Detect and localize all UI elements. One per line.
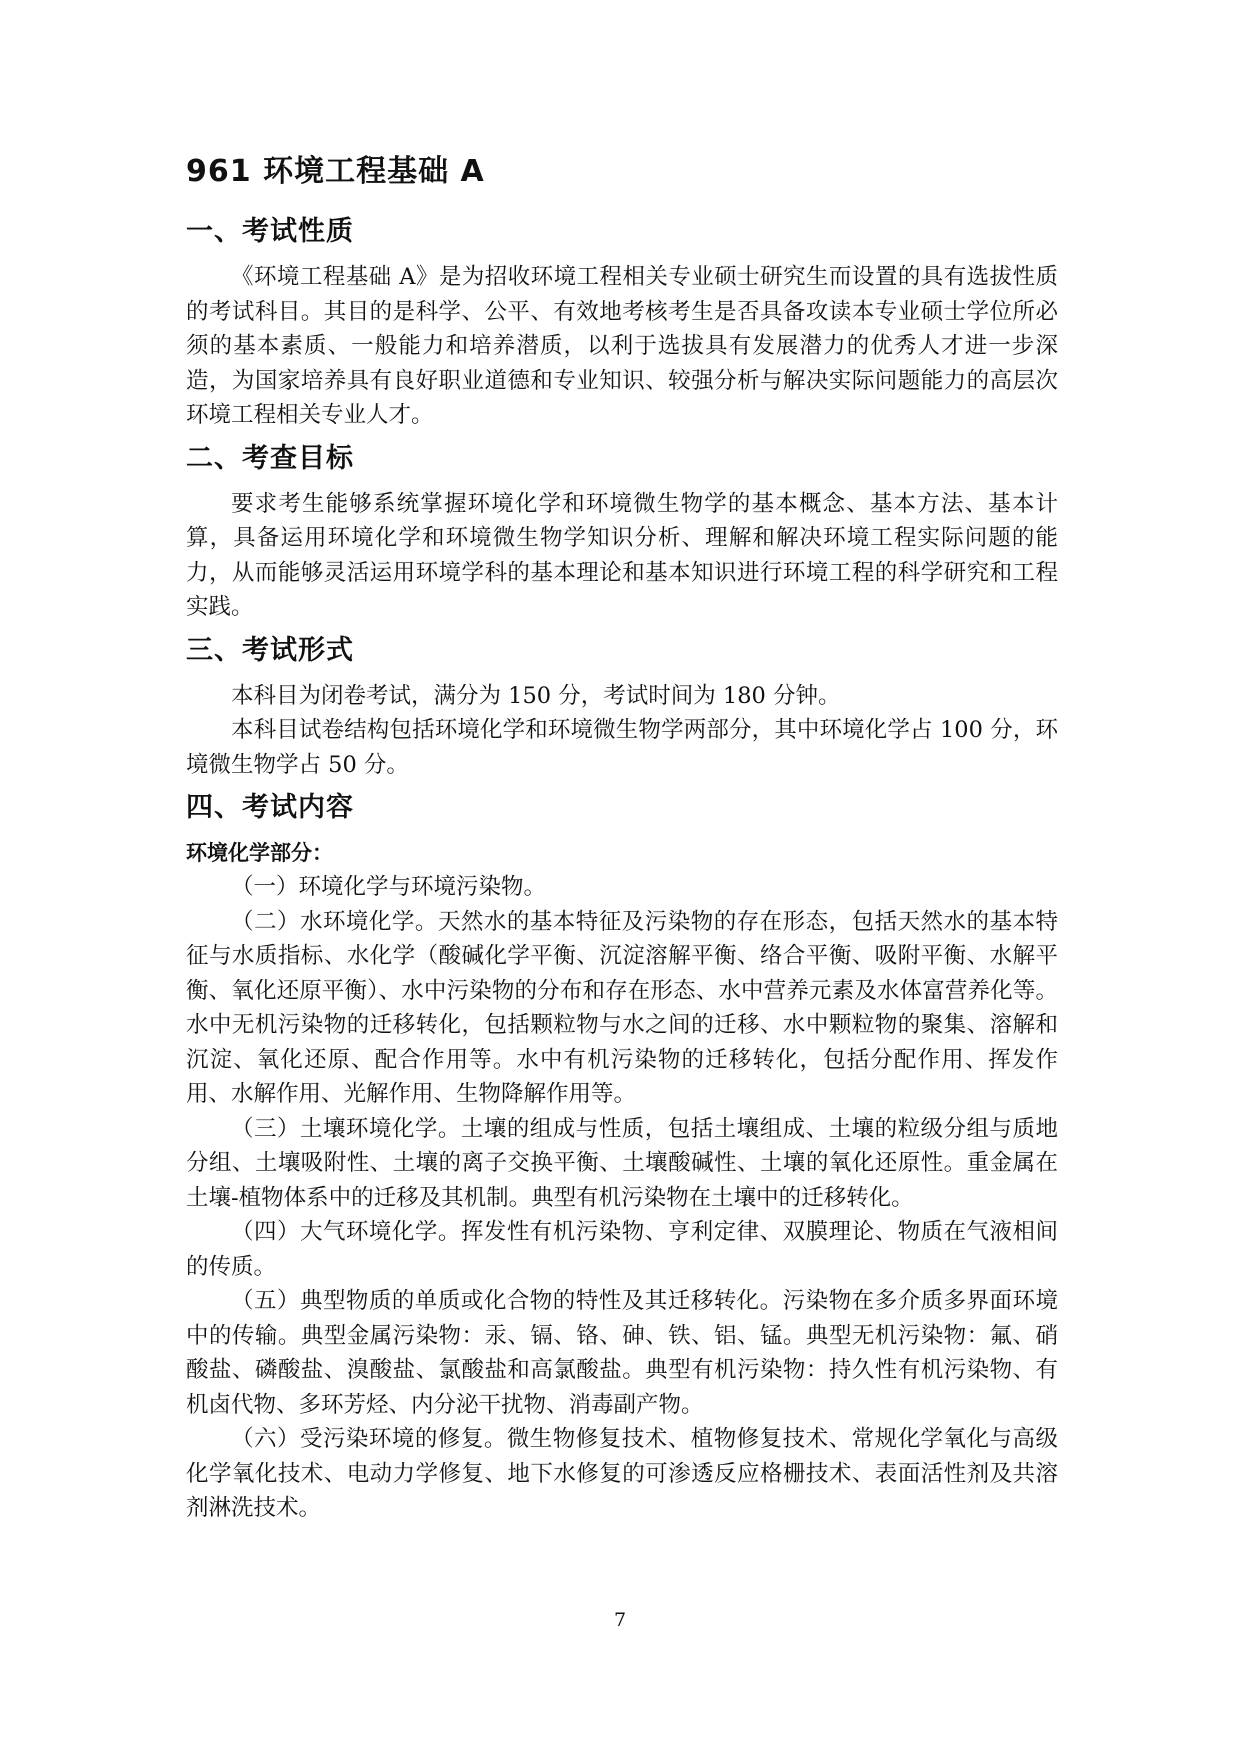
section-exam-content (186, 788, 1058, 1526)
section-heading: 一、考试性质 (186, 216, 354, 247)
section-heading: 四、考试内容 (186, 792, 354, 823)
document-page (186, 150, 1058, 1526)
section-exam-format (186, 631, 1058, 783)
section-heading: 二、考查目标 (186, 442, 354, 474)
content-item: （三）土壤环境化学。土壤的组成与性质，包括土壤组成、土壤的粒级分组与质地分组、土壤吸附性、土壤的离子交换平衡、土壤酸碱性、土壤的氧化还原性。重金属在土壤-植物体系中的迁移及其机制。典型有机污染物在土壤中的迁移转化。 (186, 1115, 1058, 1211)
document-title: 961 环境工程基础 A (186, 154, 485, 189)
paragraph: 《环境工程基础 A》是为招收环境工程相关专业硕士研究生而设置的具有选拔性质的考试科目。其目的是科学、公平、有效地考核考生是否具备攻读本专业硕士学位所必须的基本素质、一般能力和培养潜质，以利于选拔具有发展潜力的优秀人才进一步深造，为国家培养具有良好职业道德和专业知识、较强分析与解决实际问题能力的高层次环境工程相关专业人才。 (186, 264, 1058, 428)
subsection-heading: 环境化学部分： (186, 841, 333, 865)
section-exam-objectives (186, 439, 1058, 625)
content-item: （五）典型物质的单质或化合物的特性及其迁移转化。污染物在多介质多界面环境中的传输。典型金属污染物：汞、镉、铬、砷、铁、铝、锰。典型无机污染物：氟、硝酸盐、磷酸盐、溴酸盐、氯酸盐和高氯酸盐。典型有机污染物：持久性有机污染物、有机卤代物、多环芳烃、内分泌干扰物、消毒副产物。 (186, 1288, 1058, 1418)
paragraph: 要求考生能够系统掌握环境化学和环境微生物学的基本概念、基本方法、基本计算，具备运用环境化学和环境微生物学知识分析、理解和解决环境工程实际问题的能力，从而能够灵活运用环境学科的基本理论和基本知识进行环境工程的科学研究和工程实践。 (186, 490, 1058, 620)
content-item: （四）大气环境化学。挥发性有机污染物、亨利定律、双膜理论、物质在气液相间的传质。 (186, 1219, 1058, 1280)
content-item: （一）环境化学与环境污染物。 (231, 874, 547, 900)
section-heading: 三、考试形式 (186, 634, 354, 666)
paragraph: 本科目试卷结构包括环境化学和环境微生物学两部分，其中环境化学占 100 分，环境微生物学占 50 分。 (186, 717, 1058, 778)
section-exam-nature (186, 212, 1058, 433)
page-number: 7 (613, 1609, 627, 1631)
content-item: （六）受污染环境的修复。微生物修复技术、植物修复技术、常规化学氧化与高级化学氧化技术、电动力学修复、地下水修复的可渗透反应格栅技术、表面活性剂及共溶剂淋洗技术。 (186, 1426, 1058, 1521)
content-item: （二）水环境化学。天然水的基本特征及污染物的存在形态，包括天然水的基本特征与水质指标、水化学（酸碱化学平衡、沉淀溶解平衡、络合平衡、吸附平衡、水解平衡、氧化还原平衡）、水中污染物的分布和存在形态、水中营养元素及水体富营养化等。水中无机污染物的迁移转化，包括颗粒物与水之间的迁移、水中颗粒物的聚集、溶解和沉淀、氧化还原、配合作用等。水中有机污染物的迁移转化，包括分配作用、挥发作用、水解作用、光解作用、生物降解作用等。 (186, 908, 1058, 1107)
paragraph: 本科目为闭卷考试，满分为 150 分，考试时间为 180 分钟。 (231, 682, 841, 709)
